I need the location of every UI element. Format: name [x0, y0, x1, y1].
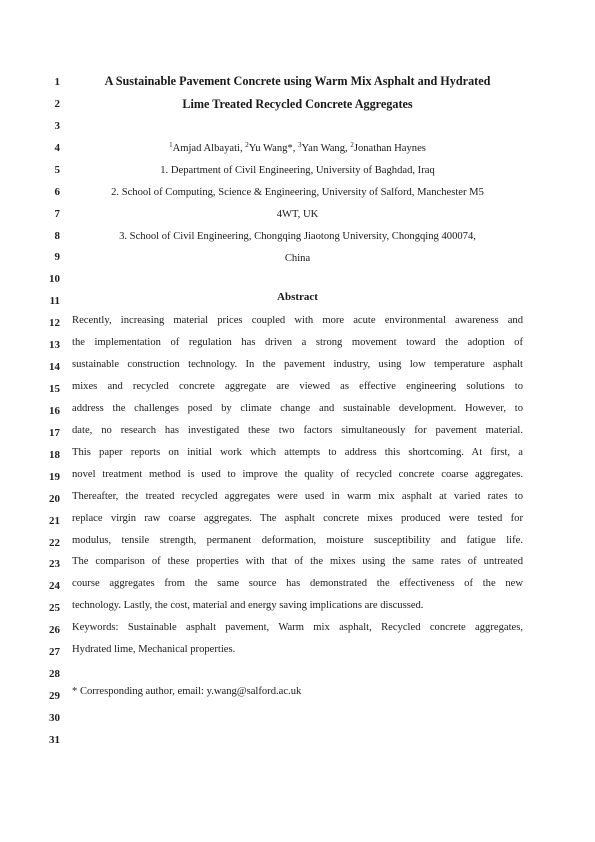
corresponding-author-footnote: * Corresponding author, email: y.wang@salford.ac.uk [72, 686, 302, 697]
abstract-line: technology. Lastly, the cost, material and energy saving implications are discussed. [72, 600, 424, 612]
abstract-line: date, no research has investigated these two factors simultaneously for pavement material. [72, 424, 523, 436]
abstract-line: modulus, tensile strength, permanent deformation, moisture susceptibility and fatigue life. [72, 534, 523, 546]
abstract-line: the implementation of regulation has driven a strong movement toward the adoption of [72, 337, 523, 349]
line-number: 21 [49, 514, 60, 527]
abstract-line: The comparison of these properties with that of the mixes using the same rates of untreated [72, 556, 523, 568]
author-4-name: Jonathan Haynes [353, 143, 426, 154]
line-number: 7 [54, 207, 60, 220]
affiliation-3-line-2: China [284, 253, 311, 264]
line-number: 4 [54, 141, 60, 154]
line-number: 25 [49, 602, 60, 615]
line-number: 1 [54, 76, 60, 88]
line-number: 13 [49, 339, 60, 352]
line-number: 22 [49, 536, 60, 549]
line-number: 3 [54, 119, 60, 132]
line-number: 24 [49, 580, 60, 593]
abstract-line: sustainable construction technology. In the pavement industry, using low temperature asphalt [72, 359, 523, 371]
author-4-affiliation-mark: 2 [350, 141, 354, 149]
line-number: 28 [49, 668, 60, 681]
line-number: 12 [49, 317, 60, 330]
line-number: 6 [54, 185, 60, 198]
abstract-line: mixes and recycled concrete aggregate are viewed as effective engineering solutions to [72, 381, 523, 393]
line-number: 23 [49, 558, 60, 571]
line-number: 30 [49, 711, 60, 724]
line-number: 9 [54, 251, 60, 264]
affiliation-2-line-2: 4WT, UK [276, 209, 319, 220]
keywords-line-2: Hydrated lime, Mechanical properties. [72, 644, 236, 655]
abstract-line: course aggregates from the same source has demonstrated the effectiveness of the new [72, 578, 523, 590]
abstract-line: This paper reports on initial work which attempts to address this shortcoming. At first, a [72, 446, 523, 458]
author-list [72, 142, 523, 156]
abstract-line: Recently, increasing material prices coupled with more acute environmental awareness and [72, 315, 523, 327]
author-3-name: Yan Wang, [301, 143, 351, 154]
paper-title-line-2: Lime Treated Recycled Concrete Aggregates [182, 97, 413, 111]
line-number: 2 [54, 97, 60, 110]
line-number: 20 [49, 492, 60, 505]
line-number: 26 [49, 624, 60, 637]
abstract-line: Thereafter, the treated recycled aggregates were used in warm mix asphalt at varied rates to [72, 490, 523, 502]
line-number: 18 [49, 448, 60, 461]
affiliation-3-line-1: 3. School of Civil Engineering, Chongqing Jiaotong University, Chongqing 400074, [119, 231, 476, 242]
paper-title-line-1: A Sustainable Pavement Concrete using Warm Mix Asphalt and Hydrated [104, 74, 491, 88]
author-2-name: Yu Wang*, [248, 143, 299, 154]
line-number: 17 [49, 426, 60, 439]
line-number: 5 [54, 163, 60, 176]
line-number: 29 [49, 690, 60, 703]
keywords-line-1: Keywords: Sustainable asphalt pavement, Warm mix asphalt, Recycled concrete aggregates, [72, 622, 523, 633]
line-number: 27 [49, 646, 60, 659]
line-number: 16 [49, 404, 60, 417]
abstract-line: replace virgin raw coarse aggregates. The asphalt concrete mixes produced were tested for [72, 512, 523, 524]
line-number: 31 [49, 733, 60, 746]
line-number: 8 [54, 229, 60, 242]
author-1-affiliation-mark: 1 [169, 141, 173, 149]
affiliation-1: 1. Department of Civil Engineering, University of Baghdad, Iraq [160, 165, 435, 176]
author-3-affiliation-mark: 3 [298, 141, 302, 149]
line-number: 14 [49, 361, 60, 374]
line-number: 19 [49, 470, 60, 483]
line-number: 15 [49, 383, 60, 396]
affiliation-2-line-1: 2. School of Computing, Science & Engineering, University of Salford, Manchester M5 [111, 187, 484, 198]
abstract-line: novel treatment method is used to improve the quality of recycled concrete coarse aggregates. [72, 468, 523, 480]
author-2-affiliation-mark: 2 [245, 141, 249, 149]
author-1-name: Amjad Albayati, [172, 143, 246, 154]
abstract-line: address the challenges posed by climate change and sustainable development. However, to [72, 402, 523, 414]
abstract-heading: Abstract [277, 291, 318, 303]
line-number: 11 [49, 295, 60, 308]
line-number: 10 [49, 273, 60, 286]
